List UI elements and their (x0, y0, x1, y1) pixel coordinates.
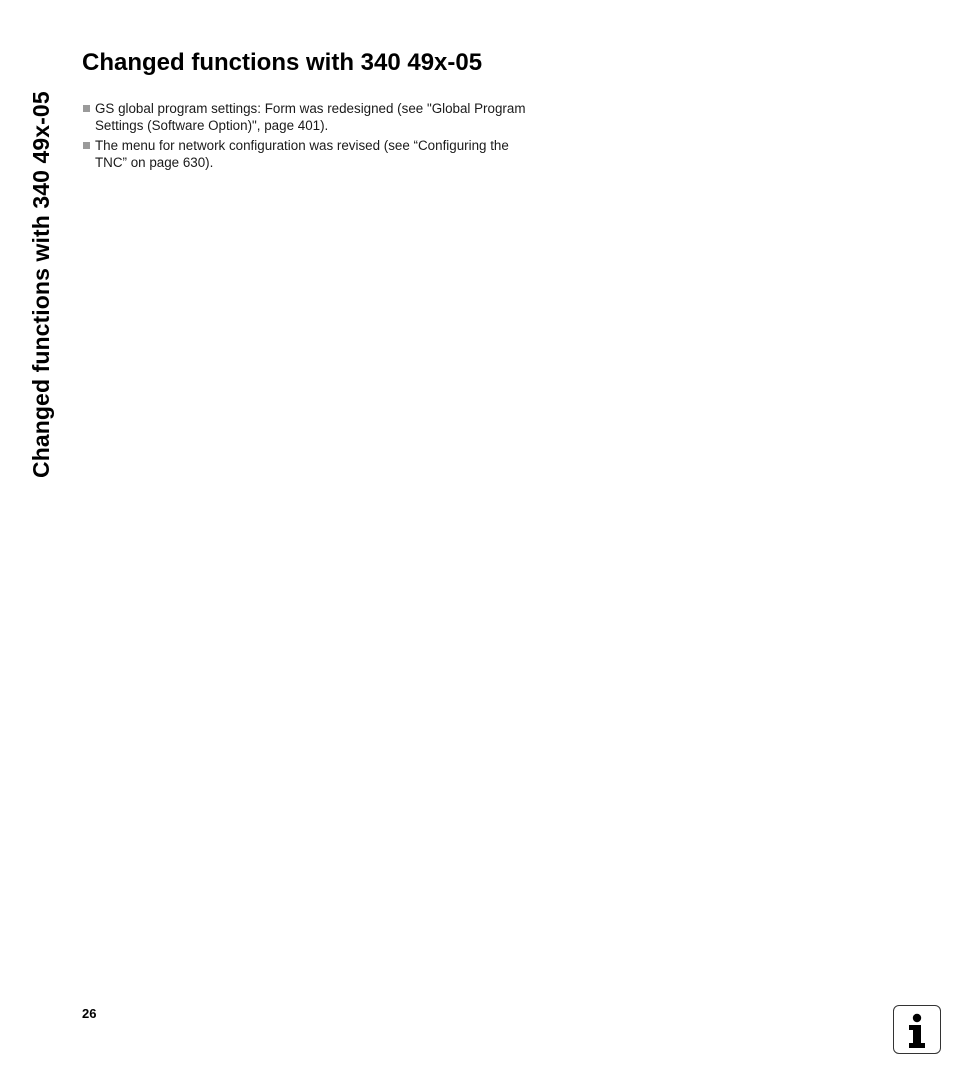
info-icon (893, 1005, 941, 1054)
page-number: 26 (82, 1006, 97, 1021)
bullet-square-icon (83, 105, 90, 112)
bullet-square-icon (83, 142, 90, 149)
change-list (82, 100, 532, 174)
list-item (82, 137, 532, 171)
section-heading: Changed functions with 340 49x-05 (82, 49, 483, 76)
side-tab-title: Changed functions with 340 49x-05 (28, 91, 54, 478)
list-item-text: GS global program settings: Form was redesigned (see "Global Program Settings (Software Option)", page 401). (95, 101, 526, 133)
list-item (82, 100, 532, 134)
list-item-text: The menu for network configuration was revised (see “Configuring the TNC” on page 630). (95, 138, 509, 170)
